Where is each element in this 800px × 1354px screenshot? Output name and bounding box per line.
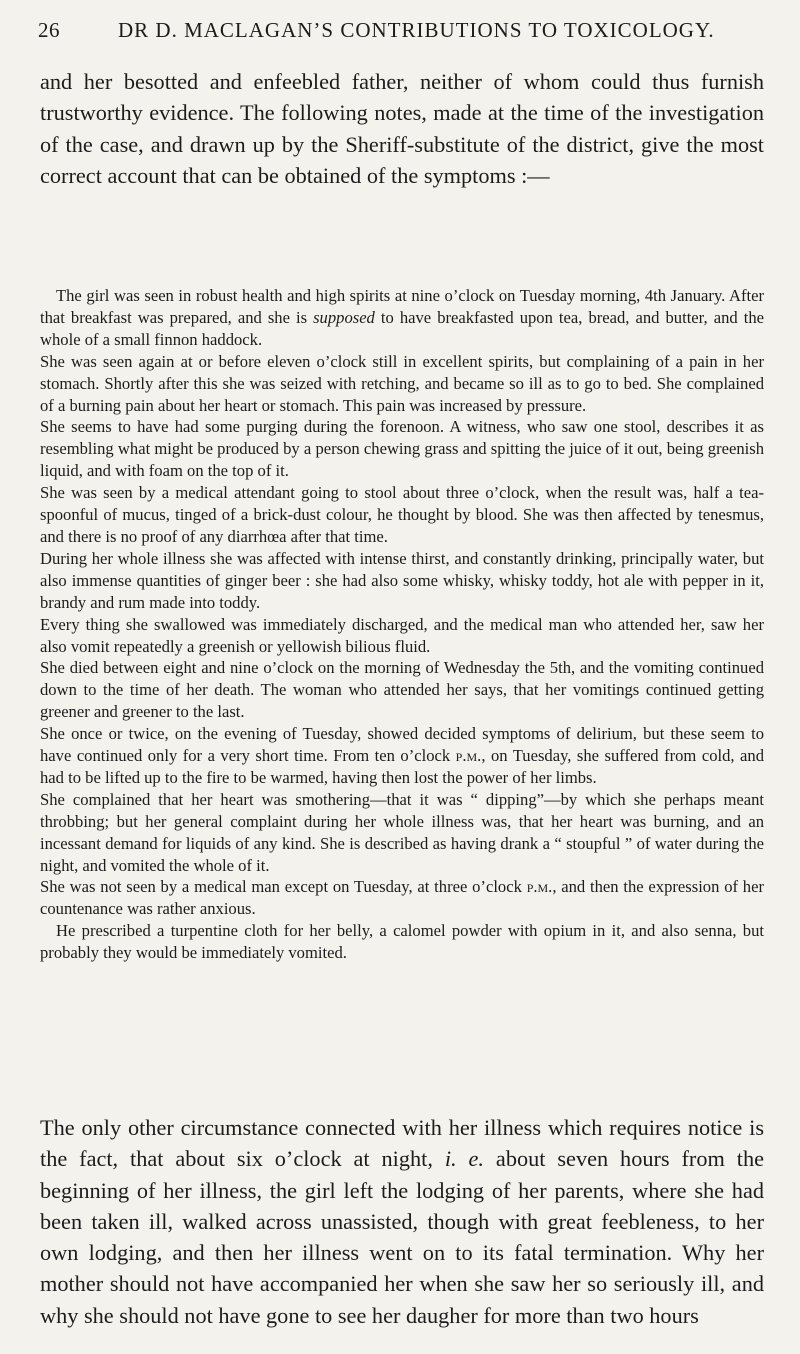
emphasis-text: supposed xyxy=(313,307,375,327)
page-number: 26 xyxy=(38,18,60,42)
note-paragraph: She died between eight and nine o’clock on the morning of Wednesday the 5th, and the vomiting continued down to the time of her death. The woman who attended her says, that her vomitings continued getting greener and greener to the last. xyxy=(40,658,764,722)
closing-paragraph: The only other circumstance connected with her illness which requires notice is the fact, that about six o’clock at night, i. e. about seven hours from the beginning of her illness, the girl left the lodging of her parents, where she had been taken ill, walked across unassisted, though with great feebleness, to her own lodging, and then her illness went on to its fatal termination. Why her mother should not have accompanied her when she saw her so seriously ill, and why she should not have gone to see her daugher for more than two hours xyxy=(40,1115,764,1328)
note-paragraph: Every thing she swallowed was immediately discharged, and the medical man who attended her, saw her also vomit repeatedly a greenish or yellowish bilious fluid. xyxy=(40,614,764,656)
small-caps-text: p.m. xyxy=(526,877,553,897)
note-paragraph: She was seen by a medical attendant going to stool about three o’clock, when the result was, half a tea-spoonful of mucus, tinged of a brick-dust colour, he thought by blood. She was then affected by tenesmus, and there is no proof of any diarrhœa after that time. xyxy=(40,483,764,546)
note-paragraph: The girl was seen in robust health and high spirits at nine o’clock on Tuesday morning, 4th January. After that breakfast was prepared, and she is supposed to have breakfasted upon tea, bread, and butter, and the whole of a small finnon haddock. xyxy=(40,286,764,349)
note-paragraph: She seems to have had some purging during the forenoon. A witness, who saw one stool, describes it as resembling what might be produced by a person chewing grass and spitting the juice of it out, being greenish liquid, and with foam on the top of it. xyxy=(40,417,764,481)
page-header xyxy=(38,18,760,58)
note-paragraph: During her whole illness she was affected with intense thirst, and constantly drinking, principally water, but also immense quantities of ginger beer : she had also some whisky, whisky toddy, hot ale with pepper in it, brandy and rum made into toddy. xyxy=(40,548,764,612)
emphasis-text: i. e. xyxy=(444,1146,485,1172)
running-title: DR D. MACLAGAN’S CONTRIBUTIONS TO TOXICOLOGY. xyxy=(118,18,715,42)
intro-paragraph: and her besotted and enfeebled father, neither of whom could thus furnish trustworthy evidence. The following notes, made at the time of the investigation of the case, and drawn up by the Sheriff-substitute of the district, give the most correct account that can be obtained of the symptoms :— xyxy=(40,69,764,188)
note-paragraph: She once or twice, on the evening of Tuesday, showed decided symptoms of delirium, but these seem to have continued only for a very short time. From ten o’clock p.m., on Tuesday, she suffered from cold, and had to be lifted up to the fire to be warmed, having then lost the power of her limbs. xyxy=(40,724,764,787)
small-caps-text: p.m. xyxy=(455,746,482,766)
note-paragraph: She was not seen by a medical man except on Tuesday, at three o’clock p.m., and then the expression of her countenance was rather anxious. xyxy=(40,877,764,919)
note-paragraph: She was seen again at or before eleven o’clock still in excellent spirits, but complaining of a pain in her stomach. Shortly after this she was seized with retching, and became so ill as to go to bed. She complained of a burning pain about her heart or stomach. This pain was increased by pressure. xyxy=(40,351,764,415)
note-paragraph: She complained that her heart was smothering—that it was “ dipping”—by which she perhaps meant throbbing; but her general complaint during her whole illness was, that her heart was burning, and an incessant demand for liquids of any kind. She is described as having drank a “ stoupful ” of water during the night, and vomited the whole of it. xyxy=(40,789,764,875)
case-notes xyxy=(40,285,764,964)
note-paragraph: He prescribed a turpentine cloth for her belly, a calomel powder with opium in it, and also senna, but probably they would be immediately vomited. xyxy=(40,921,764,963)
